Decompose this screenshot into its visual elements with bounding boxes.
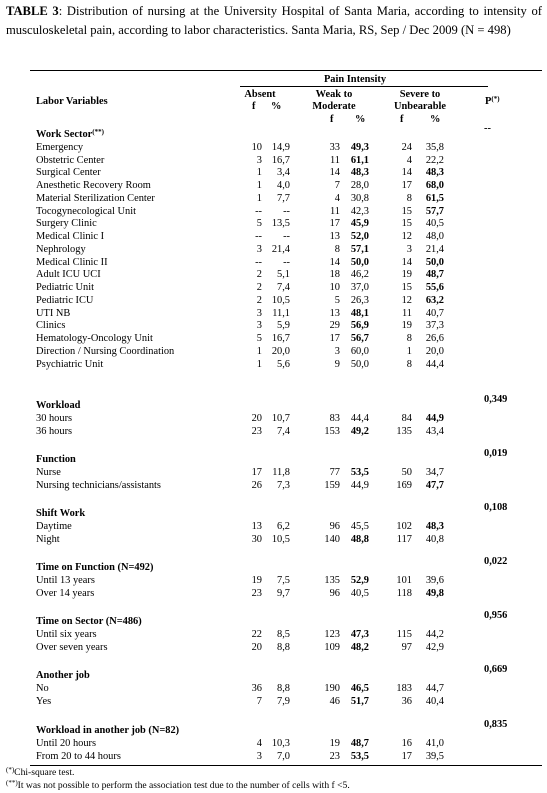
- footnote-association-test: (**)It was not possible to perform the association test due to the number of cells with f <5.: [6, 779, 350, 791]
- severe-pct: 26,6: [425, 333, 444, 344]
- weak-f: 9: [334, 358, 340, 370]
- absent-pct: 10,5: [271, 533, 290, 545]
- absent-pct: 11,8: [272, 466, 290, 478]
- top-rule: [30, 70, 542, 71]
- weak-f: 123: [324, 628, 340, 640]
- severe-pct: 20,0: [425, 345, 444, 357]
- absent-f: 3: [256, 307, 262, 319]
- weak-f: 11: [329, 154, 340, 166]
- severe-pct: 48,0: [425, 231, 444, 242]
- absent-f: 1: [256, 358, 262, 370]
- absent-pct: 7,7: [277, 192, 290, 204]
- section-title: Workload in another job (N=82): [36, 725, 180, 736]
- absent-pct: 5,6: [277, 358, 290, 370]
- weak-f: 8: [334, 243, 340, 255]
- absent-pct: 7,4: [277, 282, 290, 293]
- weak-pct: 50,0: [350, 358, 369, 370]
- weak-pct: 28,0: [350, 180, 369, 191]
- absent-f: 2: [256, 294, 262, 306]
- absent-pct: 7,9: [277, 695, 290, 707]
- weak-pct: 50,0: [350, 256, 369, 268]
- bottom-rule: [30, 765, 542, 766]
- severe-f: 8: [406, 192, 412, 204]
- table-label: TABLE 3: [6, 4, 59, 18]
- severe-f: 36: [401, 695, 412, 707]
- row-label: 36 hours: [36, 425, 73, 437]
- section-title: Shift Work: [36, 508, 86, 519]
- severe-f: 16: [401, 737, 412, 749]
- row-label: Material Sterilization Center: [36, 192, 155, 204]
- weak-pct: 46,5: [350, 682, 369, 694]
- section-title: Work Sector(**): [36, 128, 104, 140]
- weak-pct: 26,3: [350, 294, 369, 306]
- weak-pct: 60,0: [350, 345, 369, 357]
- severe-pct-header: %: [430, 114, 441, 125]
- footnote-chi-square: (*)Chi-square test.: [6, 766, 75, 778]
- absent-pct: 16,7: [271, 154, 290, 166]
- row-label: Pediatric ICU: [36, 294, 94, 306]
- severe-f: 97: [401, 641, 412, 653]
- severe-pct: 44,4: [425, 358, 444, 370]
- weak-pct: 48,3: [350, 167, 369, 179]
- weak-pct: 61,1: [350, 154, 369, 166]
- severe-pct: 44,2: [425, 628, 444, 640]
- severe-pct: 48,3: [425, 167, 444, 179]
- absent-f: 4: [256, 737, 262, 749]
- severe-f: 84: [401, 412, 412, 424]
- severe-f: 135: [396, 425, 412, 437]
- absent-pct: 11,1: [272, 307, 290, 319]
- row-label: Anesthetic Recovery Room: [36, 180, 151, 191]
- section-title: Another job: [36, 670, 90, 681]
- absent-f: 3: [256, 243, 262, 255]
- row-label: Tocogynecological Unit: [36, 205, 136, 217]
- weak-pct: 49,2: [350, 425, 369, 437]
- weak-pct: 48,8: [350, 533, 369, 545]
- severe-pct: 39,6: [425, 574, 444, 586]
- weak-pct: 37,0: [350, 282, 369, 293]
- weak-f: 5: [334, 294, 340, 306]
- row-label: Until six years: [36, 628, 97, 640]
- absent-pct: 7,0: [277, 750, 290, 762]
- p-value: --: [484, 123, 491, 134]
- absent-pct: --: [283, 205, 290, 217]
- severe-f: 8: [406, 358, 412, 370]
- severe-pct: 41,0: [425, 737, 444, 749]
- severe-f: 1: [406, 345, 412, 357]
- severe-f-header: f: [400, 114, 404, 125]
- absent-f: 2: [256, 269, 262, 281]
- weak-header-line2: Moderate: [312, 101, 356, 112]
- severe-header-line2: Unbearable: [394, 101, 446, 112]
- severe-pct: 22,2: [425, 154, 444, 166]
- absent-f-header: f: [252, 101, 256, 112]
- severe-pct: 50,0: [425, 256, 444, 268]
- pain-intensity-rule: [240, 86, 488, 87]
- absent-pct: 4,0: [277, 180, 290, 191]
- row-label: Night: [36, 533, 60, 545]
- severe-f: 12: [401, 231, 412, 242]
- weak-pct: 45,9: [350, 218, 369, 230]
- p-value: 0,022: [484, 556, 508, 567]
- row-label: Nephrology: [36, 243, 86, 255]
- weak-f: 140: [324, 533, 340, 545]
- absent-f: 7: [256, 695, 262, 707]
- weak-f: 17: [329, 218, 340, 230]
- weak-pct: 47,3: [350, 628, 369, 640]
- severe-pct: 55,6: [425, 282, 444, 293]
- absent-f: 3: [256, 154, 262, 166]
- absent-pct: 10,5: [271, 294, 290, 306]
- severe-f: 118: [396, 587, 412, 599]
- weak-pct: 52,9: [350, 574, 369, 586]
- weak-pct: 40,5: [350, 587, 369, 599]
- weak-f: 96: [329, 587, 340, 599]
- weak-f: 14: [329, 256, 340, 268]
- absent-f: --: [255, 205, 262, 217]
- row-label: Direction / Nursing Coordination: [36, 345, 175, 357]
- severe-f: 102: [396, 520, 412, 532]
- severe-f: 15: [401, 218, 412, 230]
- weak-f: 46: [329, 695, 340, 707]
- severe-pct: 47,7: [425, 479, 444, 491]
- absent-pct: 16,7: [271, 333, 290, 344]
- row-label: Emergency: [36, 141, 84, 153]
- weak-pct: 48,1: [350, 307, 369, 319]
- p-value-header: P(*): [485, 95, 500, 107]
- severe-pct: 21,4: [425, 243, 444, 255]
- row-label: Psychiatric Unit: [36, 358, 104, 370]
- severe-pct: 42,9: [425, 641, 444, 653]
- weak-f-header: f: [330, 114, 334, 125]
- severe-pct: 35,8: [425, 141, 444, 153]
- labor-variables-header: Labor Variables: [36, 96, 108, 107]
- absent-f: 19: [251, 574, 262, 586]
- absent-pct: 10,3: [271, 737, 290, 749]
- absent-f: 5: [256, 333, 262, 344]
- absent-pct: 7,3: [277, 479, 290, 491]
- absent-pct: --: [283, 231, 290, 242]
- weak-pct: 53,5: [350, 466, 369, 478]
- severe-pct: 40,8: [425, 533, 444, 545]
- absent-pct: 20,0: [271, 345, 290, 357]
- weak-pct: 48,2: [350, 641, 369, 653]
- weak-f: 4: [334, 192, 340, 204]
- weak-pct: 48,7: [350, 737, 369, 749]
- absent-pct: 13,5: [271, 218, 290, 230]
- row-label: 30 hours: [36, 412, 73, 424]
- severe-pct: 44,7: [425, 682, 444, 694]
- severe-pct: 39,5: [425, 750, 444, 762]
- absent-pct: 10,7: [271, 412, 290, 424]
- row-label: No: [36, 682, 49, 694]
- severe-f: 183: [396, 682, 412, 694]
- absent-f: 1: [256, 192, 262, 204]
- absent-f: 22: [251, 628, 262, 640]
- p-value: 0,019: [484, 448, 508, 459]
- absent-header: Absent: [244, 89, 276, 100]
- severe-f: 117: [396, 533, 412, 545]
- severe-f: 14: [401, 256, 412, 268]
- row-label: Nursing technicians/assistants: [36, 479, 161, 491]
- p-value: 0,108: [484, 502, 508, 513]
- weak-f: 3: [334, 345, 340, 357]
- section-title: Workload: [36, 400, 81, 411]
- absent-f: 26: [251, 479, 262, 491]
- absent-pct: 8,8: [277, 682, 290, 694]
- row-label: Medical Clinic II: [36, 256, 108, 268]
- row-label: Surgery Clinic: [36, 218, 97, 230]
- severe-pct: 57,7: [425, 205, 444, 217]
- weak-f: 29: [329, 320, 340, 332]
- row-label: Daytime: [36, 520, 72, 532]
- absent-f: --: [255, 231, 262, 242]
- severe-pct: 48,3: [425, 520, 444, 532]
- row-label: From 20 to 44 hours: [36, 750, 121, 762]
- weak-f: 18: [329, 269, 340, 281]
- row-label: Medical Clinic I: [36, 231, 105, 242]
- absent-f: 36: [251, 682, 262, 694]
- severe-f: 15: [401, 205, 412, 217]
- weak-pct: 57,1: [350, 243, 369, 255]
- absent-pct-header: %: [271, 101, 282, 112]
- severe-f: 17: [401, 180, 412, 191]
- absent-f: 1: [256, 167, 262, 179]
- weak-pct: 46,2: [350, 269, 369, 281]
- p-value: 0,835: [484, 719, 508, 730]
- weak-f: 135: [324, 574, 340, 586]
- absent-f: --: [255, 256, 262, 268]
- severe-pct: 49,8: [425, 587, 444, 599]
- severe-f: 8: [406, 333, 412, 344]
- p-value: 0,669: [484, 664, 508, 675]
- weak-f: 13: [329, 231, 340, 242]
- p-value: 0,349: [484, 394, 508, 405]
- weak-f: 14: [329, 167, 340, 179]
- severe-pct: 44,9: [425, 412, 444, 424]
- weak-f: 23: [329, 750, 340, 762]
- absent-pct: 7,5: [277, 574, 290, 586]
- weak-pct: 56,9: [350, 320, 369, 332]
- row-label: Yes: [36, 695, 52, 707]
- row-label: Obstetric Center: [36, 154, 105, 166]
- weak-f: 17: [329, 333, 340, 344]
- severe-f: 24: [401, 141, 412, 153]
- absent-pct: 5,1: [277, 269, 290, 281]
- absent-f: 10: [251, 141, 262, 153]
- severe-f: 17: [401, 750, 412, 762]
- weak-f: 83: [329, 412, 340, 424]
- severe-f: 3: [406, 243, 412, 255]
- section-title: Time on Sector (N=486): [36, 616, 142, 627]
- weak-f: 10: [329, 282, 340, 293]
- weak-pct: 44,4: [350, 412, 369, 424]
- severe-f: 169: [396, 479, 412, 491]
- absent-pct: --: [283, 256, 290, 268]
- severe-f: 4: [406, 154, 412, 166]
- severe-f: 101: [396, 574, 412, 586]
- row-label: Clinics: [36, 320, 66, 332]
- weak-f: 96: [329, 520, 340, 532]
- absent-pct: 5,9: [277, 320, 290, 332]
- row-label: Until 13 years: [36, 574, 95, 586]
- severe-pct: 61,5: [425, 192, 444, 204]
- absent-f: 1: [256, 180, 262, 191]
- severe-pct: 40,5: [425, 218, 444, 230]
- weak-f: 7: [334, 180, 340, 191]
- weak-pct: 30,8: [350, 192, 369, 204]
- absent-f: 20: [251, 641, 262, 653]
- weak-f: 11: [329, 205, 340, 217]
- weak-pct: 52,0: [350, 231, 369, 242]
- absent-f: 3: [256, 750, 262, 762]
- row-label: Until 20 hours: [36, 737, 97, 749]
- severe-f: 11: [401, 307, 412, 319]
- row-label: UTI NB: [36, 307, 71, 319]
- weak-f: 19: [329, 737, 340, 749]
- row-label: Pediatric Unit: [36, 282, 95, 293]
- row-label: Adult ICU UCI: [36, 269, 101, 281]
- weak-pct: 53,5: [350, 750, 369, 762]
- absent-pct: 21,4: [271, 243, 290, 255]
- absent-f: 20: [251, 412, 262, 424]
- weak-pct: 56,7: [350, 333, 369, 344]
- absent-f: 13: [251, 520, 262, 532]
- absent-pct: 14,9: [271, 141, 290, 153]
- weak-f: 153: [324, 425, 340, 437]
- severe-pct: 34,7: [425, 466, 444, 478]
- weak-f: 13: [329, 307, 340, 319]
- absent-pct: 9,7: [277, 587, 290, 599]
- severe-pct: 37,3: [425, 320, 444, 332]
- severe-f: 50: [401, 466, 412, 478]
- absent-f: 1: [256, 345, 262, 357]
- section-title: Function: [36, 454, 76, 465]
- severe-pct: 68,0: [425, 180, 444, 191]
- absent-pct: 7,4: [277, 425, 290, 437]
- table-caption: [6, 2, 542, 39]
- absent-pct: 6,2: [277, 520, 290, 532]
- absent-f: 2: [256, 282, 262, 293]
- section-title: Time on Function (N=492): [36, 562, 154, 573]
- severe-pct: 43,4: [425, 425, 444, 437]
- row-label: Surgical Center: [36, 167, 101, 179]
- weak-f: 159: [324, 479, 340, 491]
- weak-pct: 42,3: [350, 205, 369, 217]
- row-label: Over seven years: [36, 641, 108, 653]
- severe-f: 12: [401, 294, 412, 306]
- severe-f: 19: [401, 269, 412, 281]
- pain-intensity-header: Pain Intensity: [323, 74, 387, 85]
- severe-pct: 48,7: [425, 269, 444, 281]
- row-label: Hematology-Oncology Unit: [36, 333, 153, 344]
- absent-pct: 8,8: [277, 641, 290, 653]
- severe-f: 19: [401, 320, 412, 332]
- absent-pct: 3,4: [277, 167, 290, 179]
- absent-f: 17: [251, 466, 262, 478]
- absent-f: 23: [251, 587, 262, 599]
- row-label: Over 14 years: [36, 587, 95, 599]
- row-label: Nurse: [36, 466, 61, 478]
- absent-pct: 8,5: [277, 628, 290, 640]
- severe-header-line1: Severe to: [399, 89, 441, 100]
- severe-f: 14: [401, 167, 412, 179]
- weak-f: 190: [324, 682, 340, 694]
- weak-pct: 49,3: [350, 141, 369, 153]
- severe-pct: 40,7: [425, 307, 444, 319]
- absent-f: 5: [256, 218, 262, 230]
- weak-f: 109: [324, 641, 340, 653]
- weak-pct: 45,5: [350, 520, 369, 532]
- absent-f: 3: [256, 320, 262, 332]
- weak-f: 77: [329, 466, 340, 478]
- severe-pct: 40,4: [425, 695, 444, 707]
- p-value: 0,956: [484, 610, 508, 621]
- absent-f: 23: [251, 425, 262, 437]
- weak-header-line1: Weak to: [315, 89, 353, 100]
- absent-f: 30: [251, 533, 262, 545]
- weak-pct: 44,9: [350, 479, 369, 491]
- severe-pct: 63,2: [425, 294, 444, 306]
- severe-f: 115: [396, 628, 412, 640]
- weak-pct: 51,7: [350, 695, 369, 707]
- caption-text: : Distribution of nursing at the University Hospital of Santa Maria, according to intensity of musculoskeletal pain, according to labor characteristics. Santa Maria, RS, Sep / Dec 2009 (N = 498): [6, 4, 542, 37]
- weak-f: 33: [329, 141, 340, 153]
- severe-f: 15: [401, 282, 412, 293]
- weak-pct-header: %: [355, 114, 366, 125]
